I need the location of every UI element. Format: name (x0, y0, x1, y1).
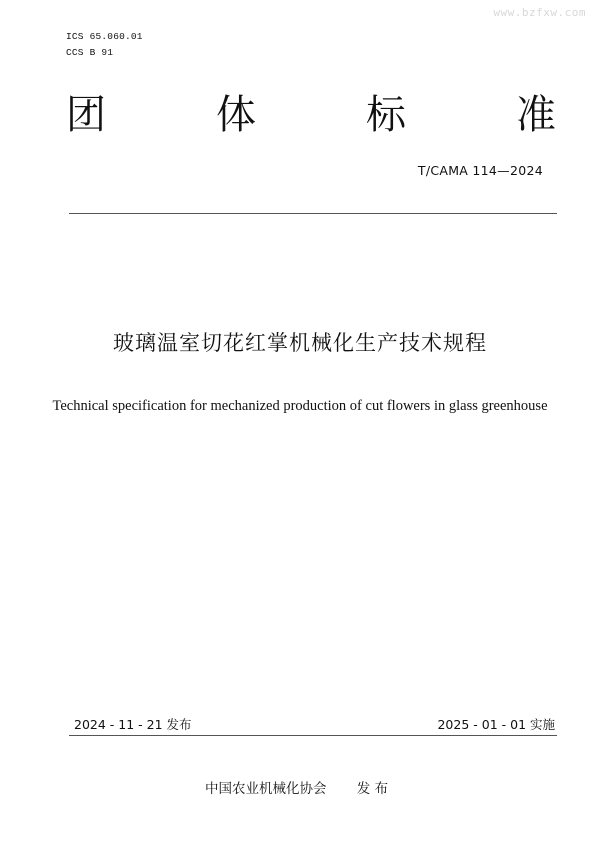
publish-action: 发 布 (356, 781, 389, 797)
heading-char: 标 (366, 92, 406, 138)
implementation-date: 2025 - 01 - 01 实施 (437, 717, 555, 732)
heading-char: 准 (516, 92, 556, 138)
ccs-code: CCS B 91 (66, 47, 114, 58)
title-english: Technical specification for mechanized production of cut flowers in glass greenhouse (52, 398, 548, 414)
heading-char: 体 (216, 92, 256, 138)
ics-code: ICS 65.060.01 (66, 31, 143, 42)
issue-date: 2024 - 11 - 21 发布 (74, 717, 192, 732)
publisher-name: 中国农业机械化协会 (205, 781, 327, 797)
heading-char: 团 (66, 92, 106, 138)
top-divider (69, 213, 557, 214)
bottom-divider (69, 735, 557, 736)
watermark: www.bzfxw.com (493, 6, 586, 19)
document-type-heading (66, 91, 556, 139)
publisher-line (205, 777, 388, 797)
title-chinese: 玻璃温室切花红掌机械化生产技术规程 (113, 331, 487, 355)
standard-number: T/CAMA 114—2024 (417, 163, 543, 178)
